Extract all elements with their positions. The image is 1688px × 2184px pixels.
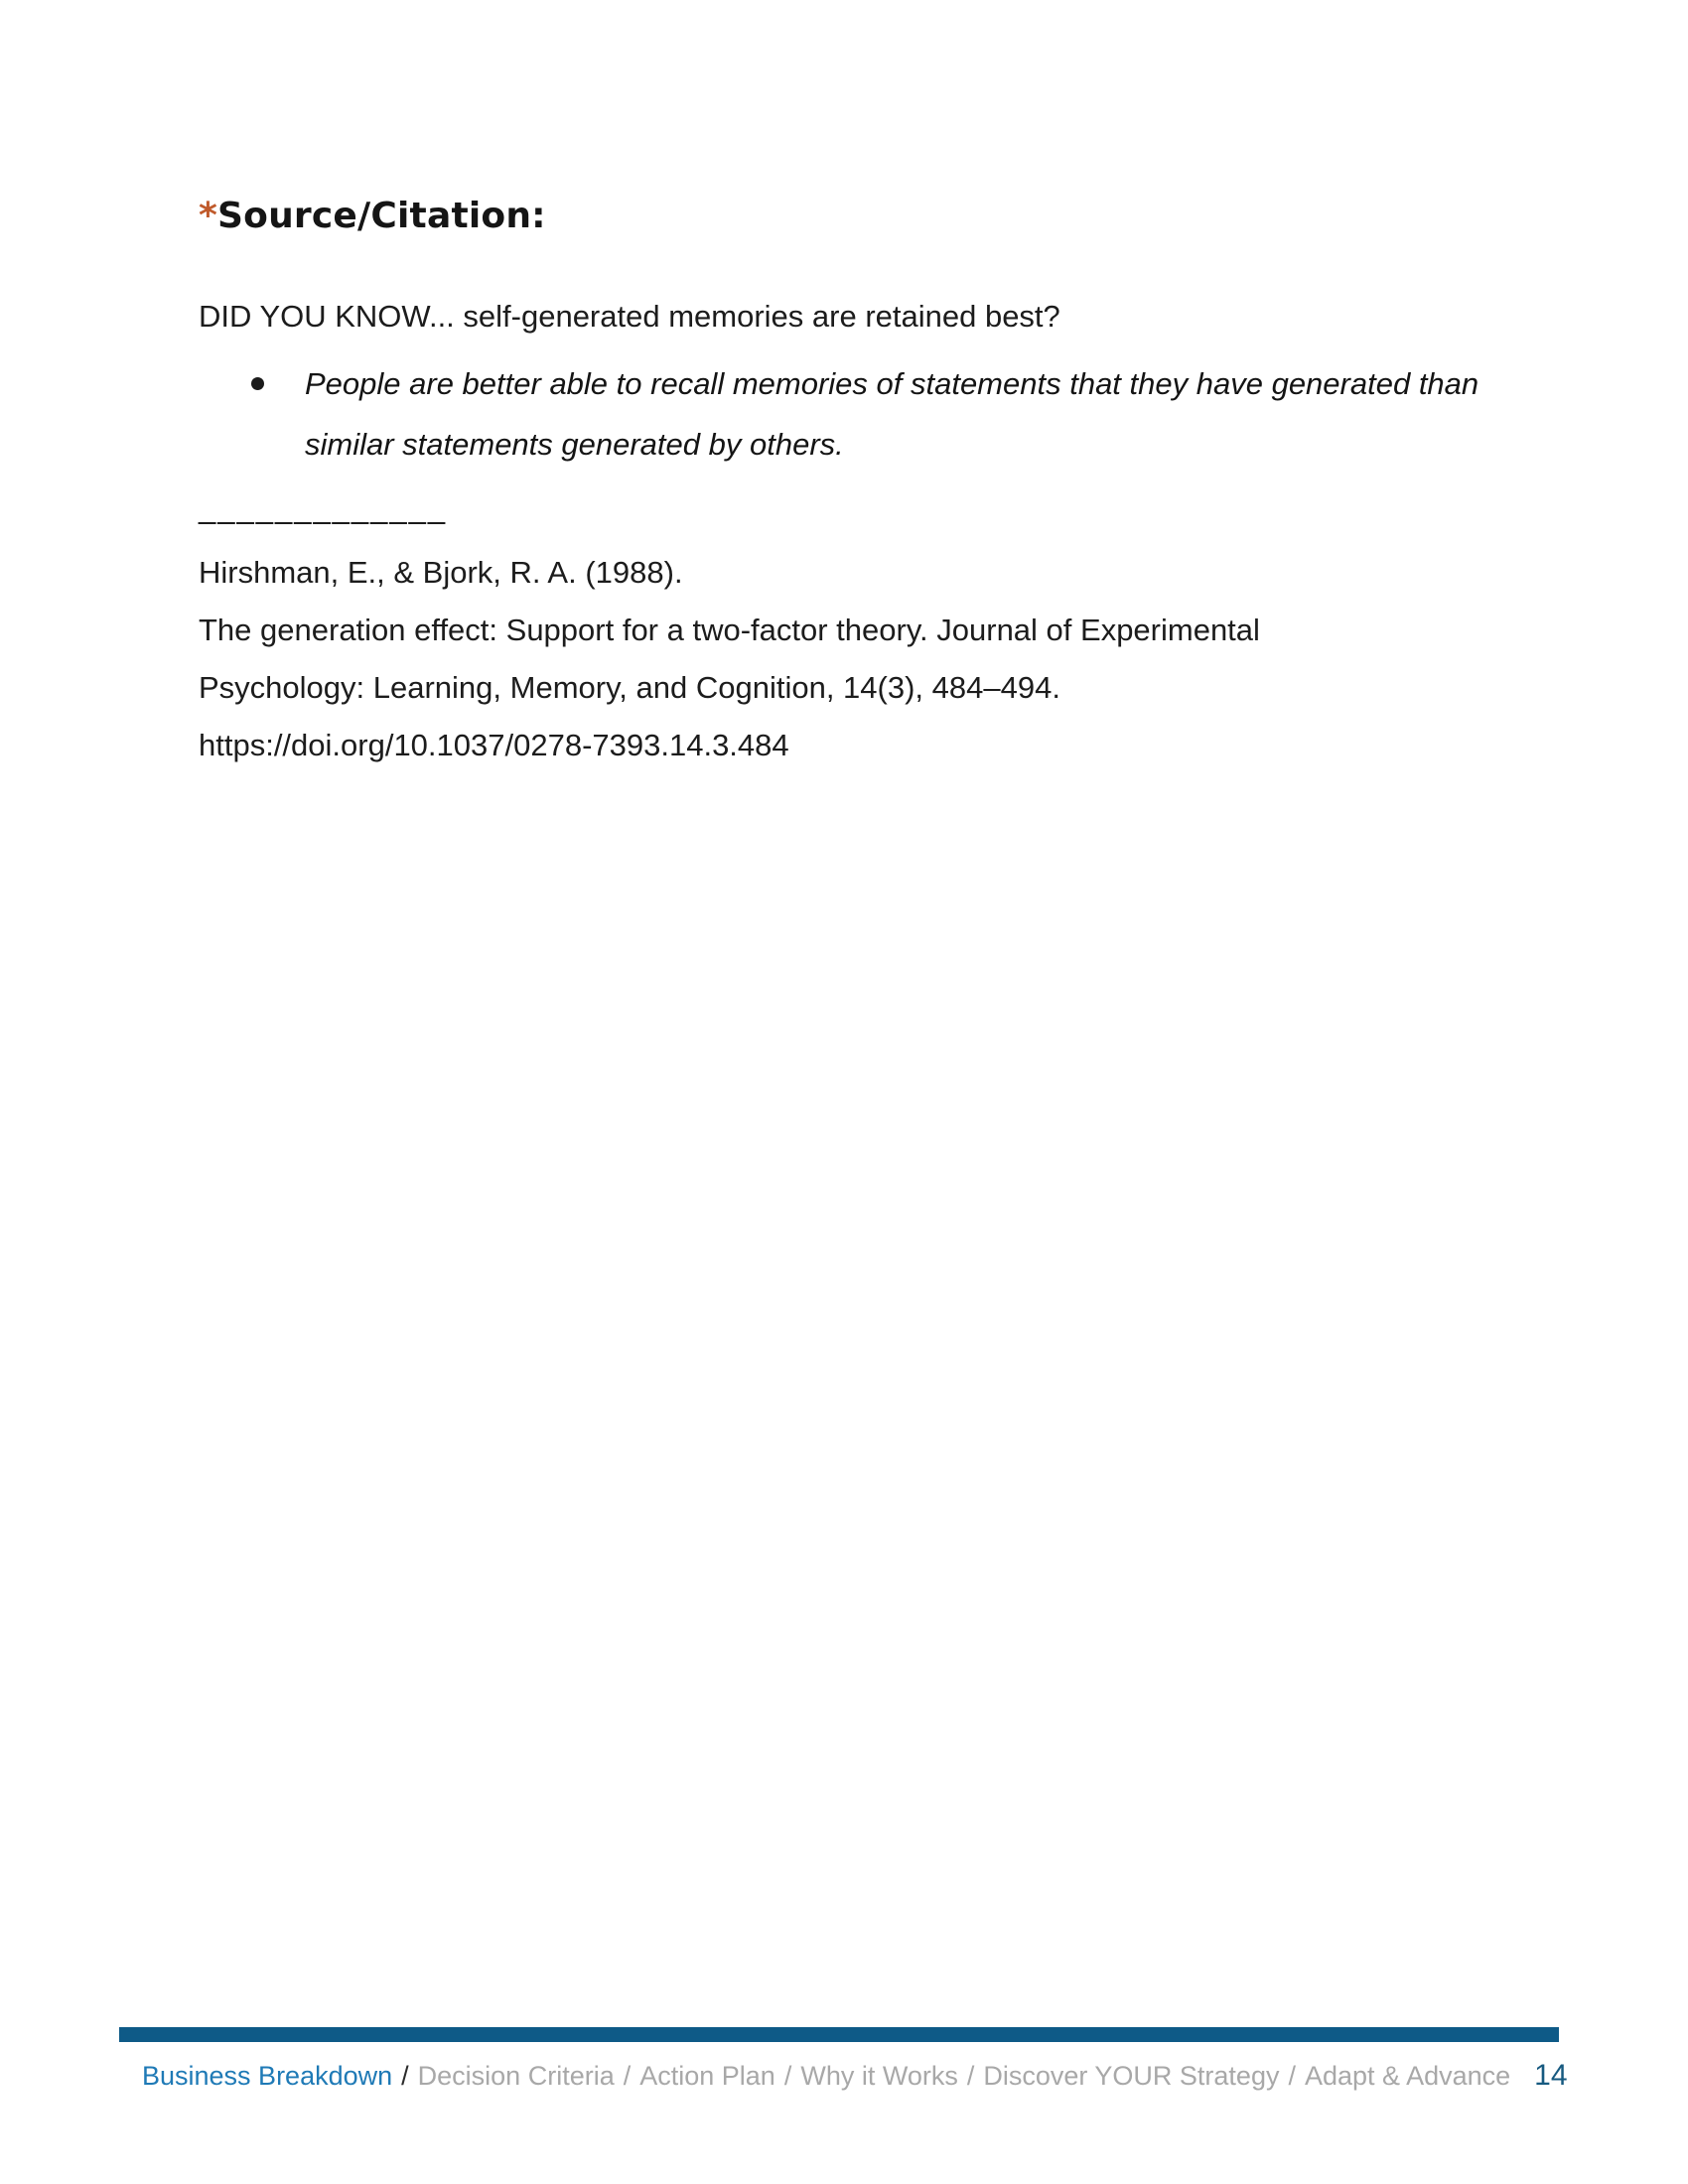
citation-block xyxy=(199,544,1260,774)
breadcrumb-separator: / xyxy=(783,2061,792,2091)
breadcrumb-separator: / xyxy=(623,2061,632,2091)
footer xyxy=(142,2059,1568,2093)
citation-journal: Psychology: Learning, Memory, and Cognition, 14(3), 484–494. xyxy=(199,670,1060,705)
breadcrumb xyxy=(142,2059,1510,2093)
page-title-label: Source/Citation: xyxy=(217,196,546,236)
page-number: 14 xyxy=(1534,2059,1568,2092)
breadcrumb-item-action-plan[interactable]: Action Plan xyxy=(639,2061,775,2091)
page-title xyxy=(199,193,546,240)
breadcrumb-separator: / xyxy=(401,2061,409,2091)
bullet-icon xyxy=(251,377,264,390)
footer-divider-bar xyxy=(119,2027,1559,2042)
breadcrumb-item-discover-your-strategy[interactable]: Discover YOUR Strategy xyxy=(983,2061,1280,2091)
breadcrumb-item-why-it-works[interactable]: Why it Works xyxy=(800,2061,958,2091)
bullet-text xyxy=(305,353,1478,475)
list-item xyxy=(251,353,1478,475)
doi-link[interactable]: https://doi.org/10.1037/0278-7393.14.3.484 xyxy=(199,728,789,762)
bullet-text-line: People are better able to recall memories of statements that they have generated than xyxy=(305,366,1479,401)
bullet-text-line: similar statements generated by others. xyxy=(305,427,844,462)
breadcrumb-item-adapt-advance[interactable]: Adapt & Advance xyxy=(1305,2061,1511,2091)
breadcrumb-item-business-breakdown[interactable]: Business Breakdown xyxy=(142,2061,393,2091)
dashed-separator: _____________ xyxy=(199,490,448,525)
breadcrumb-separator: / xyxy=(966,2061,975,2091)
required-asterisk: * xyxy=(199,196,218,236)
did-you-know-text: DID YOU KNOW... self-generated memories are retained best? xyxy=(199,299,1060,334)
citation-title: The generation effect: Support for a two-factor theory. Journal of Experimental xyxy=(199,613,1260,647)
citation-authors: Hirshman, E., & Bjork, R. A. (1988). xyxy=(199,555,683,590)
breadcrumb-item-decision-criteria[interactable]: Decision Criteria xyxy=(417,2061,615,2091)
breadcrumb-separator: / xyxy=(1288,2061,1296,2091)
